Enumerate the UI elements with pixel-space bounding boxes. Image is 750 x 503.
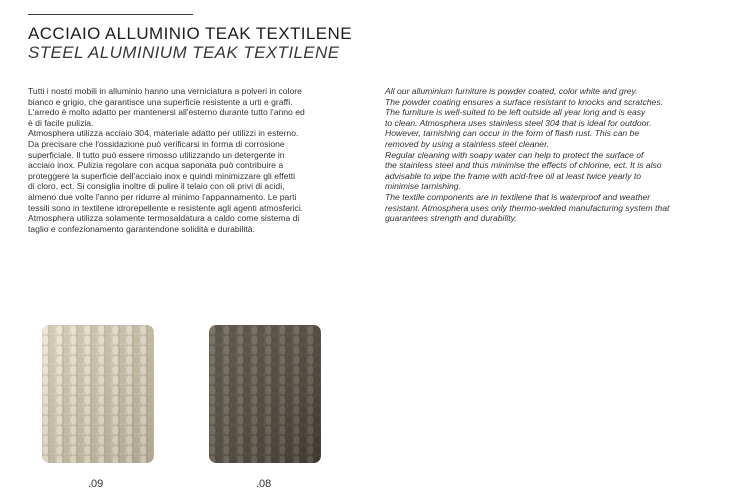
italian-line: superficiale. Il tutto può essere rimosso utilizzando un detergente in — [28, 149, 285, 160]
italian-line: bianco e grigio, che garantisce una superficie resistente a urti e graffi. — [28, 96, 293, 107]
italian-line: Da precisare che l'ossidazione può verificarsi in forma di corrosione — [28, 138, 285, 149]
header-rule — [28, 14, 193, 15]
italian-line: acciaio inox. Pulizia regolare con acqua saponata può contribuire a — [28, 160, 284, 171]
italian-line: proteggere la superficie dell'acciaio inox e quindi minimizzare gli effetti — [28, 170, 296, 181]
swatch-08-image — [209, 325, 321, 463]
italian-line: è di facile pulizia. — [28, 117, 94, 128]
swatch-08-caption: .08 — [256, 478, 272, 490]
page-title: ACCIAIO ALLUMINIO TEAK TEXTILENE — [28, 24, 352, 43]
english-line: Regular cleaning with soapy water can help to protect the surface of — [385, 149, 644, 160]
swatch-09-image — [42, 325, 154, 463]
english-line: The furniture is well-suited to be left outside all year long and is easy — [385, 107, 646, 118]
italian-line: Atmosphera utilizza acciaio 304, materiale adatto per utilizzi in esterno. — [28, 128, 299, 139]
english-line: However, tarnishing can occur in the form of flash rust. This can be — [385, 128, 640, 139]
english-line: to clean. Atmosphera uses stainless steel 304 that is ideal for outdoor. — [385, 117, 652, 128]
italian-description — [28, 86, 368, 234]
english-description — [385, 86, 730, 224]
english-line: removed by using a stainless steel cleaner. — [385, 138, 550, 149]
italian-line: almeno due volte l'anno per ridurre al minimo l'appannamento. Le parti — [28, 191, 297, 202]
italian-line: tessili sono in textilene idrorepellente e resistente agli agenti atmosferici. — [28, 202, 304, 213]
english-line: The powder coating ensures a surface resistant to knocks and scratches. — [385, 96, 664, 107]
english-line: guarantees strength and durability. — [385, 213, 517, 224]
page-subtitle: STEEL ALUMINIUM TEAK TEXTILENE — [28, 43, 340, 62]
italian-line: di cloro, ect. Si consiglia inoltre di pulire il telaio con oli privi di acidi, — [28, 181, 285, 192]
english-line: resistant. Atmosphera uses only thermo-welded manufacturing system that — [385, 202, 670, 213]
swatch-09-caption: .09 — [88, 478, 104, 490]
italian-line: taglio e confezionamento garantendone solidità e durabilità. — [28, 223, 255, 234]
italian-line: Tutti i nostri mobili in alluminio hanno una verniciatura a polveri in colore — [28, 86, 302, 96]
english-line: minimise tarnishing. — [385, 181, 461, 192]
english-line: The textile components are in textilene that is waterproof and weather — [385, 191, 651, 202]
english-line: advisable to wipe the frame with acid-free oil at least twice yearly to — [385, 170, 642, 181]
english-line: All our alluminium furniture is powder coated, color white and grey. — [385, 86, 638, 96]
english-line: the stainless steel and thus minimise the effects of chlorine, ect. It is also — [385, 160, 662, 171]
italian-line: L'arredo è molto adatto per mantenersi all'esterno durante tutto l'anno ed — [28, 107, 305, 118]
italian-line: Atmosphera utilizza solamente termosaldatura a caldo come sistema di — [28, 213, 300, 224]
